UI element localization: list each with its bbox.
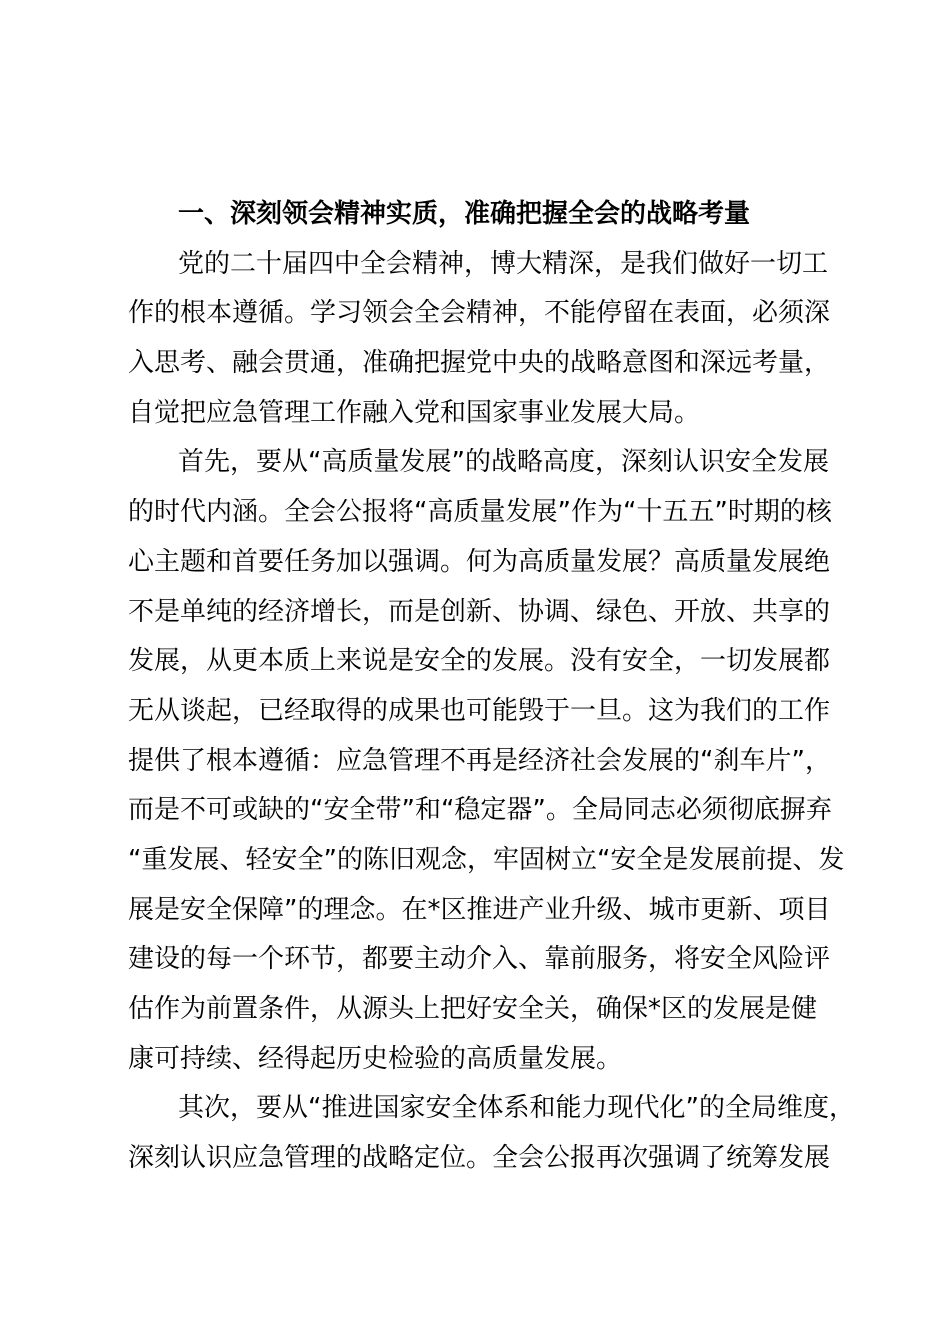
document-body: [128, 190, 855, 1184]
paragraph-line: 深刻认识应急管理的战略定位。全会公报再次强调了统筹发展: [128, 1143, 831, 1174]
paragraph-line: 估作为前置条件，从源头上把好安全关，确保*区的发展是健: [128, 994, 818, 1024]
paragraph-line: 发展，从更本质上来说是安全的发展。没有安全，一切发展都: [128, 646, 831, 677]
paragraph-line: 首先，要从“高质量发展”的战略高度，深刻认识安全发展: [178, 447, 829, 478]
paragraph-line: “重发展、轻安全”的陈旧观念，牢固树立“安全是发展前提、发: [128, 844, 845, 875]
paragraphs: [128, 240, 855, 1184]
paragraph-line: 的时代内涵。全会公报将“高质量发展”作为“十五五”时期的核: [128, 497, 832, 528]
paragraph-line: 展是安全保障”的理念。在*区推进产业升级、城市更新、项目: [128, 894, 831, 925]
paragraph-line: 心主题和首要任务加以强调。何为高质量发展？高质量发展绝: [128, 546, 831, 577]
paragraph-line: 其次，要从“推进国家安全体系和能力现代化”的全局维度，: [178, 1093, 855, 1124]
paragraph-line: 而是不可或缺的“安全带”和“稳定器”。全局同志必须彻底摒弃: [128, 795, 832, 826]
paragraph: [128, 1084, 855, 1183]
paragraph-line: 作的根本遵循。学习领会全会精神，不能停留在表面，必须深: [128, 298, 831, 329]
paragraph-line: 党的二十届四中全会精神，博大精深，是我们做好一切工: [178, 248, 829, 279]
paragraph-line: 建设的每一个环节，都要主动介入、靠前服务，将安全风险评: [128, 944, 831, 975]
paragraph-line: 入思考、融会贯通，准确把握党中央的战略意图和深远考量，: [128, 348, 831, 379]
paragraph-line: 无从谈起，已经取得的成果也可能毁于一旦。这为我们的工作: [128, 695, 831, 726]
paragraph-line: 自觉把应急管理工作融入党和国家事业发展大局。: [128, 397, 701, 428]
paragraph-line: 康可持续、经得起历史检验的高质量发展。: [128, 1043, 623, 1074]
paragraph: [128, 240, 831, 439]
section-heading: 一、深刻领会精神实质，准确把握全会的战略考量: [178, 199, 751, 229]
paragraph-line: 不是单纯的经济增长，而是创新、协调、绿色、开放、共享的: [128, 596, 831, 627]
paragraph: [128, 438, 845, 1084]
paragraph-line: 提供了根本遵循：应急管理不再是经济社会发展的“刹车片”，: [128, 745, 831, 776]
